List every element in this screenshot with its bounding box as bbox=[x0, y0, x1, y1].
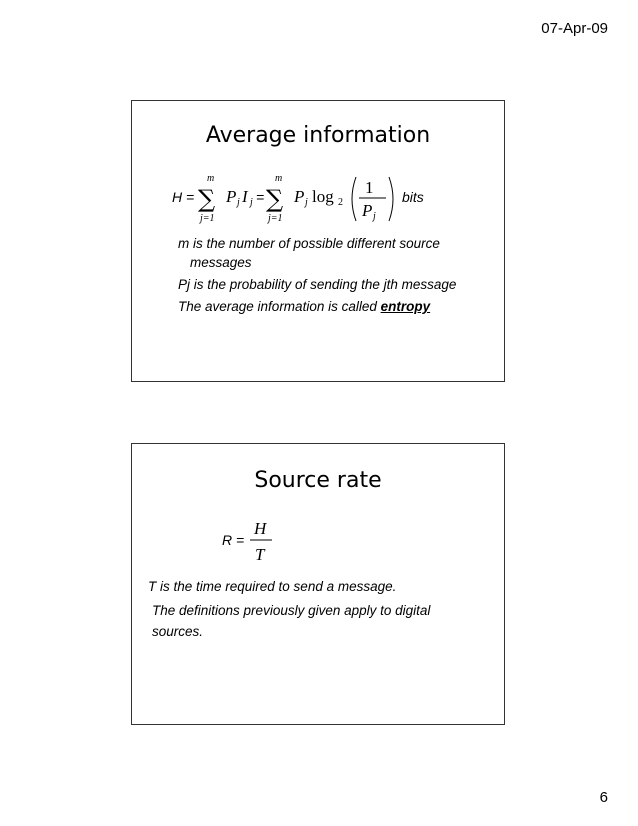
body-line-3: Pj is the probability of sending the jth message bbox=[178, 277, 457, 292]
term1-psub: j bbox=[237, 197, 240, 208]
fraction-denominator: T bbox=[255, 545, 265, 564]
left-paren bbox=[352, 177, 356, 221]
fraction-denominator-sub: j bbox=[373, 211, 376, 222]
body-line-2: messages bbox=[190, 255, 252, 270]
entropy-term: entropy bbox=[380, 299, 431, 314]
sum-lower-1: j=1 bbox=[200, 213, 215, 224]
body-line-4-text: The average information is called bbox=[178, 299, 381, 314]
right-paren bbox=[389, 177, 393, 221]
sum-upper-1: m bbox=[207, 173, 215, 184]
body-line-3: sources. bbox=[152, 624, 204, 639]
body-line-1: T is the time required to send a message. bbox=[148, 579, 397, 594]
entropy-equation bbox=[172, 169, 472, 234]
body-line-1: m is the number of possible different source bbox=[178, 236, 440, 251]
body-line-4 bbox=[178, 299, 430, 314]
entropy-equation-svg bbox=[172, 169, 472, 229]
equation-equals: = bbox=[256, 189, 265, 205]
slide-source-rate bbox=[131, 443, 505, 725]
sum-upper-2: m bbox=[275, 173, 283, 184]
term1-isub: j bbox=[250, 197, 253, 208]
log-text: log bbox=[312, 187, 334, 206]
sum-lower-2: j=1 bbox=[268, 213, 283, 224]
header-date: 07-Apr-09 bbox=[541, 20, 608, 37]
term1-i: I bbox=[242, 187, 248, 206]
sum-symbol-1: ∑ bbox=[198, 185, 216, 213]
body-line-2: The definitions previously given apply to digital bbox=[152, 603, 431, 618]
slide-title: Source rate bbox=[254, 468, 382, 493]
slide-average-information bbox=[131, 100, 505, 382]
log-base: 2 bbox=[338, 197, 343, 208]
source-rate-equation bbox=[222, 518, 302, 573]
fraction-numerator: H bbox=[254, 519, 267, 538]
fraction-numerator: 1 bbox=[365, 178, 374, 197]
equation-lhs: R = bbox=[222, 532, 245, 548]
slide-title: Average information bbox=[205, 123, 431, 148]
page-number: 6 bbox=[599, 789, 608, 806]
fraction-denominator: P bbox=[362, 201, 373, 220]
term2-p: P bbox=[294, 187, 305, 206]
term2-psub: j bbox=[305, 197, 308, 208]
sum-symbol-2: ∑ bbox=[266, 185, 284, 213]
equation-lhs: H = bbox=[172, 189, 195, 205]
source-rate-equation-svg bbox=[222, 518, 302, 568]
equation-unit: bits bbox=[402, 189, 424, 205]
term1-p: P bbox=[226, 187, 237, 206]
